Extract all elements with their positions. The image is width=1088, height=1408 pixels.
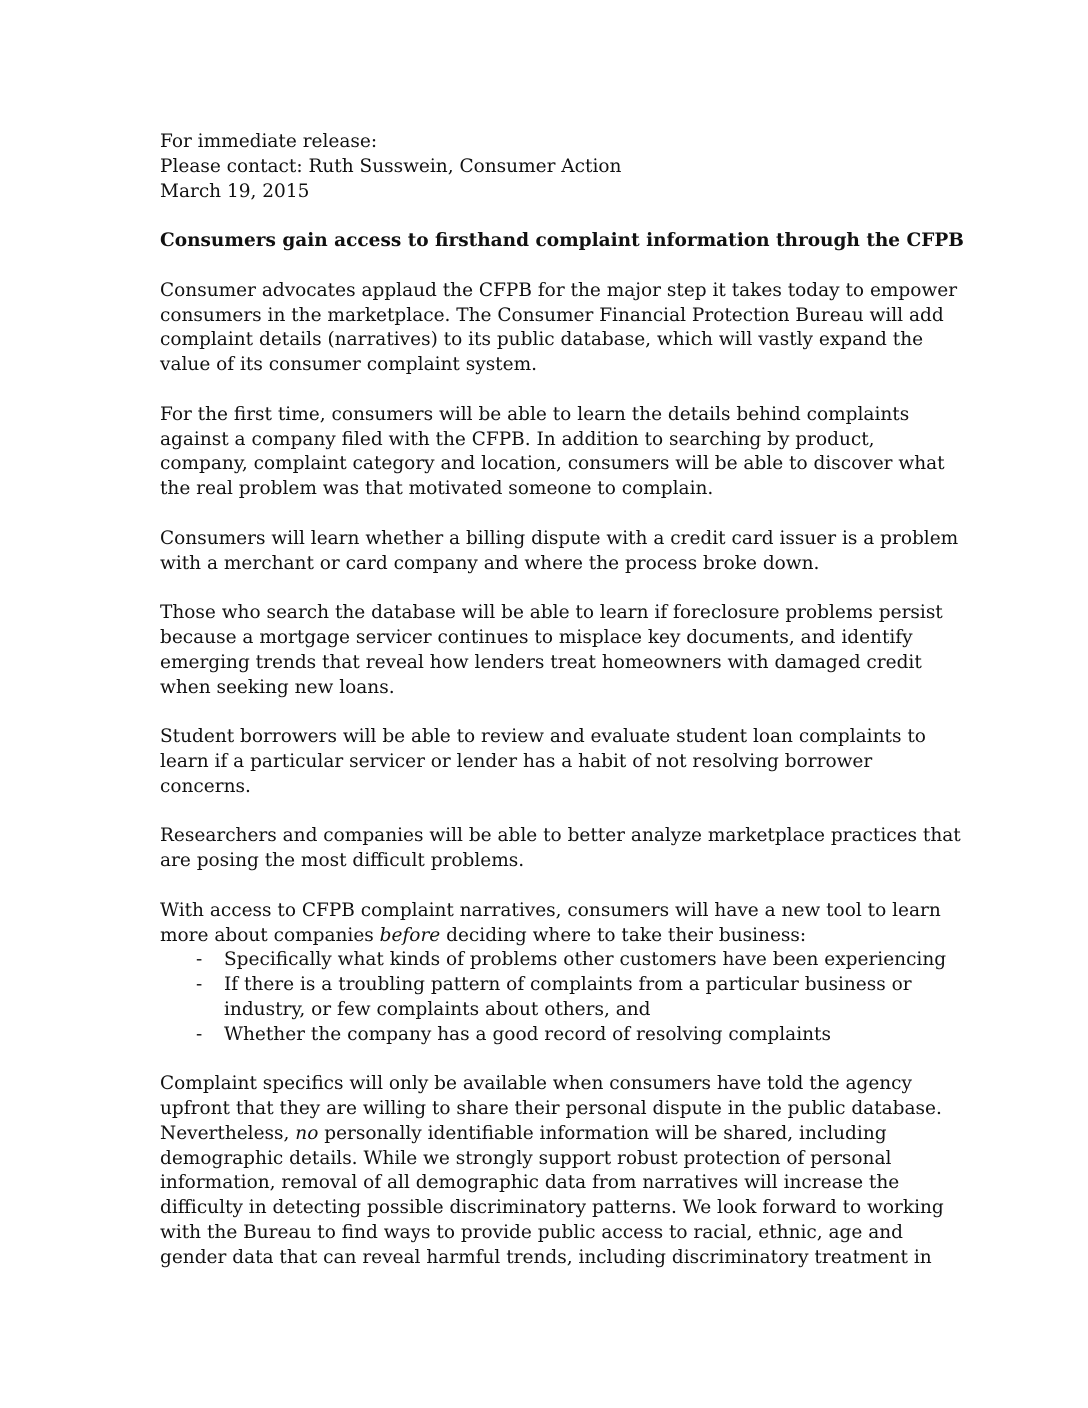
emphasis-no: no (295, 1122, 319, 1144)
release-header (160, 130, 950, 204)
text-line: difficulty in detecting possible discriminatory patterns. We look forward to working (160, 1197, 944, 1219)
text-line: Consumers will learn whether a billing dispute with a credit card issuer is a problem (160, 527, 959, 549)
text-line: value of its consumer complaint system. (160, 354, 537, 376)
text-line: the real problem was that motivated someone to complain. (160, 478, 714, 500)
bullet-continuation (160, 998, 950, 1023)
text-line: with a merchant or card company and where the process broke down. (160, 552, 820, 574)
text-line: upfront that they are willing to share their personal dispute in the public database. (160, 1098, 942, 1120)
contact-line: Please contact: Ruth Susswein, Consumer Action (160, 155, 622, 177)
text-line: when seeking new loans. (160, 676, 395, 698)
text-line: company, complaint category and location, consumers will be able to discover what (160, 453, 945, 475)
emphasis-before: before (379, 924, 441, 946)
bullet-dash: - (196, 974, 203, 996)
text-run: more about companies (160, 924, 380, 946)
bullet-text: Specifically what kinds of problems other customers have been experiencing (224, 949, 947, 971)
bullet-dash: - (196, 1023, 203, 1045)
bullet-dash: - (196, 949, 203, 971)
paragraph-6 (160, 824, 961, 874)
text-line: emerging trends that reveal how lenders treat homeowners with damaged credit (160, 651, 922, 673)
paragraph-2 (160, 403, 950, 502)
bullet-text: Whether the company has a good record of resolving complaints (224, 1023, 831, 1045)
text-line: information, removal of all demographic data from narratives will increase the (160, 1172, 900, 1194)
text-line: complaint details (narratives) to its public database, which will vastly expand the (160, 329, 924, 351)
paragraph-1 (160, 279, 958, 378)
paragraph-7 (160, 899, 950, 1048)
text-line: demographic details. While we strongly support robust protection of personal (160, 1147, 892, 1169)
text-run: personally identifiable information will be shared, including (318, 1122, 887, 1144)
document-body (160, 130, 964, 1295)
paragraph-5 (160, 725, 950, 799)
text-line: learn if a particular servicer or lender has a habit of not resolving borrower (160, 750, 873, 772)
release-date: March 19, 2015 (160, 180, 310, 202)
text-line: are posing the most difficult problems. (160, 850, 525, 872)
text-line: For the first time, consumers will be able to learn the details behind complaints (160, 403, 910, 425)
bullet-item (160, 973, 950, 998)
paragraph-3 (160, 527, 959, 577)
text-line (160, 924, 950, 949)
text-line: Researchers and companies will be able to better analyze marketplace practices that (160, 825, 961, 847)
text-line (160, 1122, 950, 1147)
text-line: Complaint specifics will only be available when consumers have told the agency (160, 1073, 912, 1095)
text-line: Consumer advocates applaud the CFPB for the major step it takes today to empower (160, 279, 958, 301)
text-line: Those who search the database will be able to learn if foreclosure problems persist (160, 602, 943, 624)
bullet-list (160, 948, 950, 1047)
bullet-text: industry, or few complaints about others, and (224, 998, 651, 1020)
text-run: deciding where to take their business: (440, 924, 807, 946)
text-line: consumers in the marketplace. The Consumer Financial Protection Bureau will add (160, 304, 944, 326)
paragraph-8 (160, 1072, 950, 1270)
bullet-item (160, 1023, 950, 1048)
bullet-text: If there is a troubling pattern of complaints from a particular business or (224, 974, 912, 996)
text-line: gender data that can reveal harmful trends, including discriminatory treatment in (160, 1246, 932, 1268)
text-line: concerns. (160, 775, 251, 797)
bullet-item (160, 948, 950, 973)
text-run: Nevertheless, (160, 1122, 296, 1144)
paragraph-4 (160, 601, 950, 700)
headline: Consumers gain access to firsthand complaint information through the CFPB (160, 230, 964, 252)
text-line: With access to CFPB complaint narratives, consumers will have a new tool to learn (160, 899, 941, 921)
release-label: For immediate release: (160, 131, 378, 152)
text-line: with the Bureau to find ways to provide public access to racial, ethnic, age and (160, 1222, 904, 1244)
text-line: against a company filed with the CFPB. In addition to searching by product, (160, 428, 875, 450)
text-line: because a mortgage servicer continues to misplace key documents, and identify (160, 626, 913, 648)
text-line: Student borrowers will be able to review and evaluate student loan complaints to (160, 726, 926, 748)
